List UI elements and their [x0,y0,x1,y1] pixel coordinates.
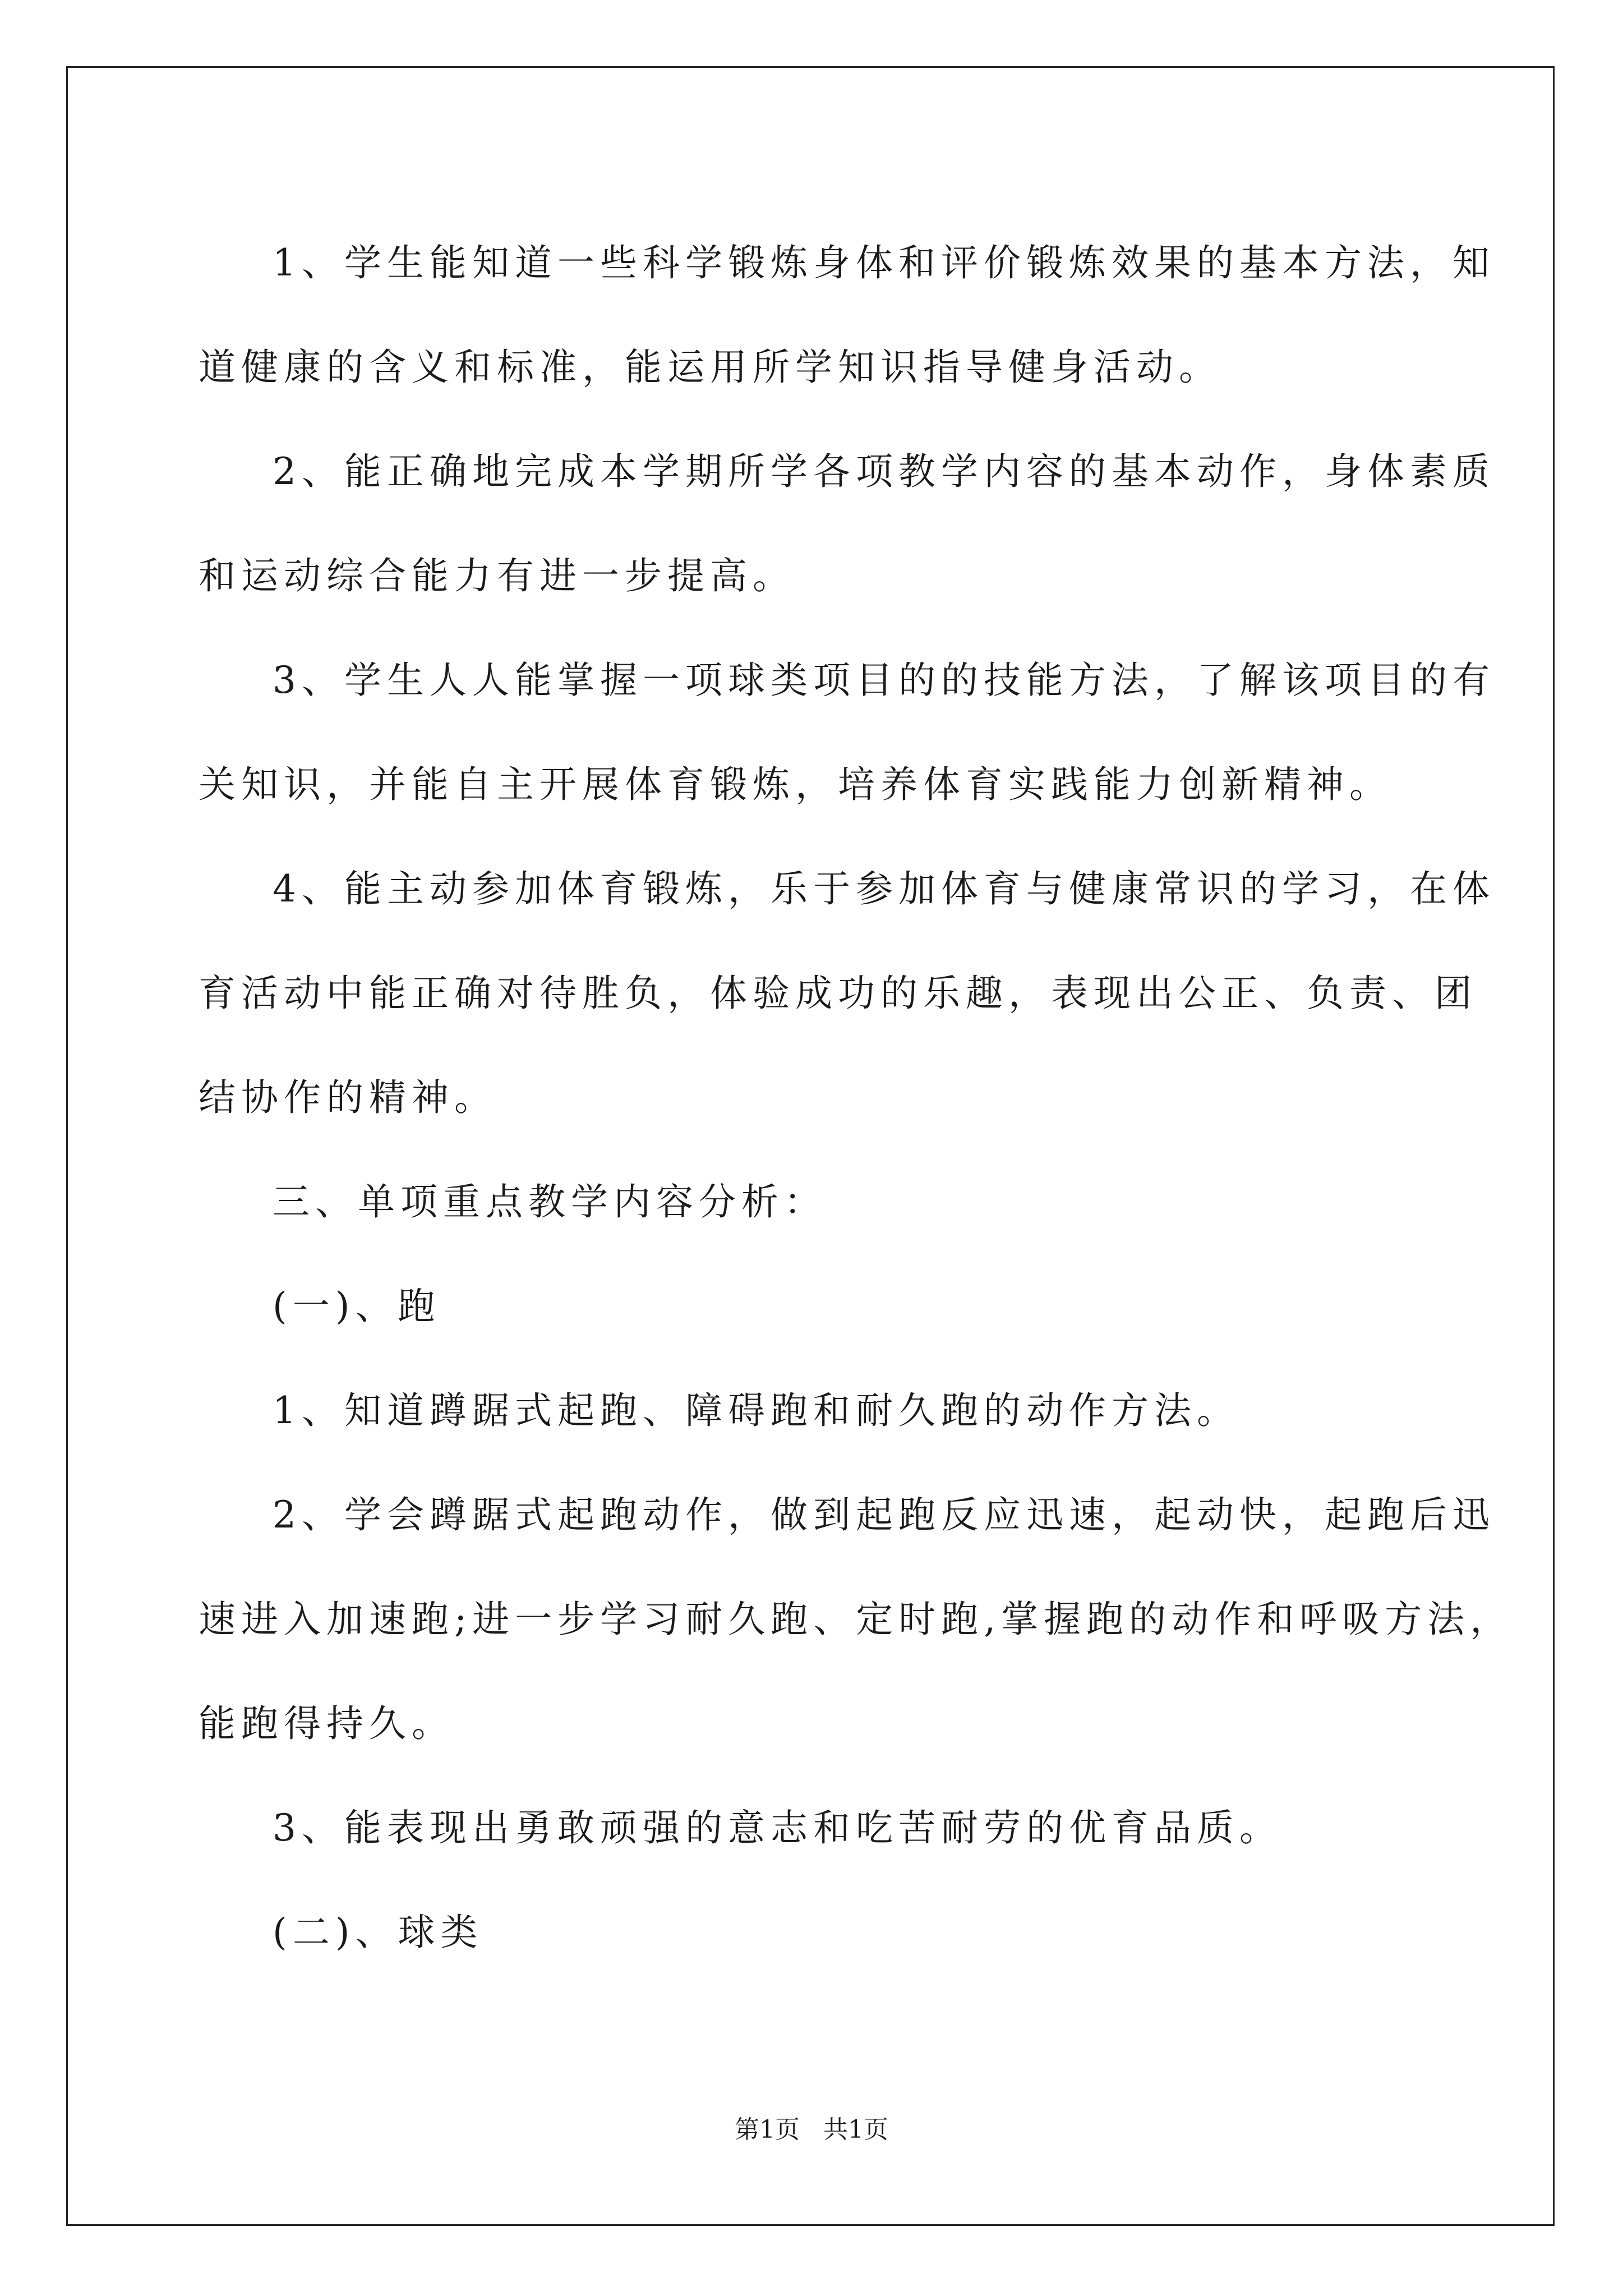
paragraph-line: 3、学生人人能掌握一项球类项目的的技能方法，了解该项目的有 [273,659,1495,702]
paragraph-line: 2、学会蹲踞式起跑动作，做到起跑反应迅速，起动快，起跑后迅 [273,1493,1495,1536]
paragraph-line: 4、能主动参加体育锻炼，乐于参加体育与健康常识的学习，在体 [273,867,1495,910]
document-body [199,211,1513,1985]
paragraph-line: 道健康的含义和标准，能运用所学知识指导健身活动。 [199,346,1221,389]
paragraph-line: 1、知道蹲踞式起跑、障碍跑和耐久跑的动作方法。 [273,1389,1239,1432]
paragraph-line: 育活动中能正确对待胜负，体验成功的乐趣，表现出公正、负责、团 [199,972,1477,1015]
subsection-heading: (二)、球类 [273,1911,483,1954]
paragraph-line: 3、能表现出勇敢顽强的意志和吃苦耐劳的优育品质。 [273,1806,1282,1849]
paragraph-line: 关知识，并能自主开展体育锻炼，培养体育实践能力创新精神。 [199,763,1392,806]
paragraph-line: 2、能正确地完成本学期所学各项教学内容的基本动作，身体素质 [273,450,1495,493]
paragraph-line: 1、学生能知道一些科学锻炼身体和评价锻炼效果的基本方法，知 [273,241,1495,284]
section-heading: 三、单项重点教学内容分析： [273,1180,827,1223]
subsection-heading: (一)、跑 [273,1285,441,1328]
paragraph-line: 和运动综合能力有进一步提高。 [199,554,795,597]
paragraph-line: 结协作的精神。 [199,1076,497,1119]
page-footer: 第1页 共1页 [735,2115,888,2144]
paragraph-line: 速进入加速跑;进一步学习耐久跑、定时跑,掌握跑的动作和呼吸方法， [199,1598,1513,1641]
paragraph-line: 能跑得持久。 [199,1702,454,1745]
